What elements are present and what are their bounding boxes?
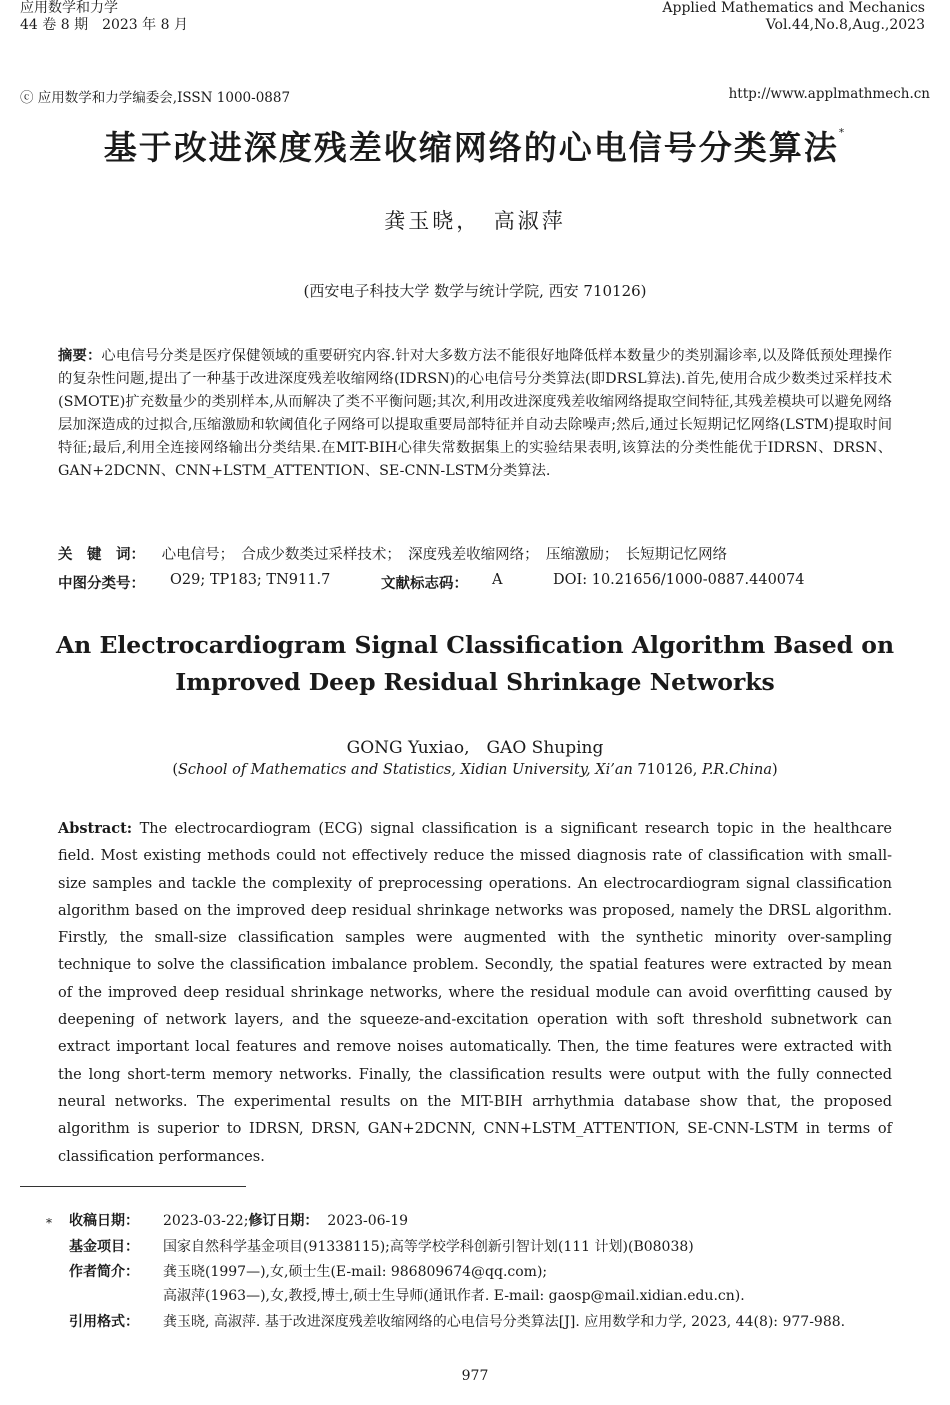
authors-cn: 龚玉晓， 高淑萍: [384, 209, 566, 233]
doi[interactable]: DOI: 10.21656/1000-0887.440074: [553, 572, 805, 588]
title-en-line1: An Electrocardiogram Signal Classification Algorithm Based on: [55, 631, 895, 659]
abstract-cn: [58, 345, 892, 483]
clc-number: O29; TP183; TN911.7: [170, 572, 331, 588]
bio-label: 作者简介：: [69, 1264, 139, 1280]
issue-info-en: Vol.44,No.8,Aug.,2023: [765, 17, 925, 33]
title-en-line2: Improved Deep Residual Shrinkage Networks: [175, 668, 775, 696]
keywords-label: 关 键 词：: [58, 547, 145, 563]
journal-name-cn: 应用数学和力学: [20, 0, 118, 16]
authors-en: GONG Yuxiao, GAO Shuping: [346, 738, 604, 758]
revised-date: 2023-06-19: [327, 1213, 409, 1229]
footnote-star: *: [46, 1216, 52, 1230]
page-number: 977: [461, 1368, 489, 1384]
fund-text: 国家自然科学基金项目(91338115);高等学校学科创新引智计划(111 计划)(B08038): [163, 1239, 694, 1255]
received-label: 收稿日期：: [69, 1213, 139, 1229]
affiliation-en: (School of Mathematics and Statistics, Xidian University, Xi’an 710126, P.R.China): [172, 762, 778, 778]
affiliation-cn: (西安电子科技大学 数学与统计学院, 西安 710126): [303, 282, 647, 300]
title-text: 基于改进深度残差收缩网络的心电信号分类算法: [103, 128, 839, 167]
abstract-cn-label: 摘要：: [58, 348, 102, 364]
abstract-en-label: Abstract:: [58, 820, 133, 837]
title-footnote-mark: *: [838, 126, 847, 139]
issue-info-cn: 44 卷 8 期 2023 年 8 月: [20, 17, 188, 33]
abstract-cn-text: 心电信号分类是医疗保健领域的重要研究内容.针对大多数方法不能很好地降低样本数量少的类别漏诊率,以及降低预处理操作的复杂性问题,提出了一种基于改进深度残差收缩网络(IDRSN)的心电信号分类算法(即DRSL算法).首先,使用合成少数类过采样技术(SMOTE)扩充数量少的类别样本,从而解决了类不平衡问题;其次,利用改进深度残差收缩网络提取空间特征,其残差模块可以避免网络层加深造成的过拟合,压缩激励和软阈值化子网络可以提取重要局部特征并自动去除噪声;然后,通过长短期记忆网络(LSTM)提取时间特征;最后,利用全连接网络输出分类结果.在MIT-BIH心律失常数据集上的实验结果表明,该算法的分类性能优于IDRSN、DRSN、GAN+2DCNN、CNN+LSTM_ATTENTION、SE-CNN-LSTM分类算法.: [58, 348, 893, 479]
doc-code-label: 文献标志码：: [381, 576, 468, 592]
received-date: 2023-03-22;: [163, 1213, 249, 1229]
bio-author-1: 龚玉晓(1997—),女,硕士生(E-mail: 986809674@qq.com);: [163, 1264, 548, 1280]
paper-title-cn: [0, 122, 950, 169]
footnote-bio: [40, 1261, 935, 1307]
dates-value: [163, 1210, 935, 1233]
journal-name-en: Applied Mathematics and Mechanics: [662, 0, 925, 16]
cite-text: 龚玉晓, 高淑萍. 基于改进深度残差收缩网络的心电信号分类算法[J]. 应用数学和力学, 2023, 44(8): 977-988.: [163, 1314, 846, 1330]
bio-author-2: 高淑萍(1963—),女,教授,博士,硕士生导师(通讯作者. E-mail: gaosp@mail.xidian.edu.cn).: [163, 1288, 745, 1304]
abstract-en: [58, 815, 892, 1171]
paper-title-en: [0, 627, 950, 701]
affiliation-en-postcode: 710126,: [637, 762, 698, 778]
bio-text: [163, 1261, 935, 1308]
footnote-dates: [40, 1210, 935, 1233]
footnote-citation: [40, 1311, 935, 1359]
cite-label: 引用格式：: [69, 1314, 139, 1330]
keywords-text: 心电信号； 合成少数类过采样技术； 深度残差收缩网络； 压缩激励； 长短期记忆网络: [161, 547, 728, 563]
clc-label: 中图分类号：: [58, 576, 145, 592]
keywords-row: [58, 543, 727, 564]
footnote-fund: [40, 1236, 935, 1259]
journal-url[interactable]: http://www.applmathmech.cn: [728, 86, 930, 102]
revised-label: 修订日期：: [248, 1213, 319, 1229]
abstract-en-text: The electrocardiogram (ECG) signal classification is a significant research topic in the healthcare field. Most existing methods could not effectively reduce the missed diagnosis rate of classification with small-size samples and tackle the complexity of preprocessing operations. An electrocardiogram signal classification algorithm based on the improved deep residual shrinkage networks was proposed, namely the DRSL algorithm. Firstly, the small-size classification samples were augmented with the synthetic minority over-sampling technique to solve the classification imbalance problem. Secondly, the spatial features were extracted by mean of the improved deep residual shrinkage networks, where the residual module can avoid overfitting caused by deepening of network layers, and the squeeze-and-excitation operation with soft threshold subnetwork can extract important local features and remove noises automatically. Then, the time features were extracted with the long short-term memory networks. Finally, the classification results were output with the fully connected neural networks. The experimental results on the MIT-BIH arrhythmia database show that, the proposed algorithm is superior to IDRSN, DRSN, GAN+2DCNN, CNN+LSTM_ATTENTION, SE-CNN-LSTM in terms of classification performances.: [58, 821, 892, 1165]
fund-label: 基金项目：: [69, 1239, 139, 1255]
footnote-rule: [20, 1186, 246, 1187]
doc-code: A: [492, 572, 503, 588]
affiliation-en-institution: School of Mathematics and Statistics, Xidian University, Xi’an: [177, 762, 633, 778]
copyright-line: ⓒ 应用数学和力学编委会,ISSN 1000-0887: [20, 90, 291, 106]
affiliation-en-country: P.R.China: [702, 762, 773, 778]
